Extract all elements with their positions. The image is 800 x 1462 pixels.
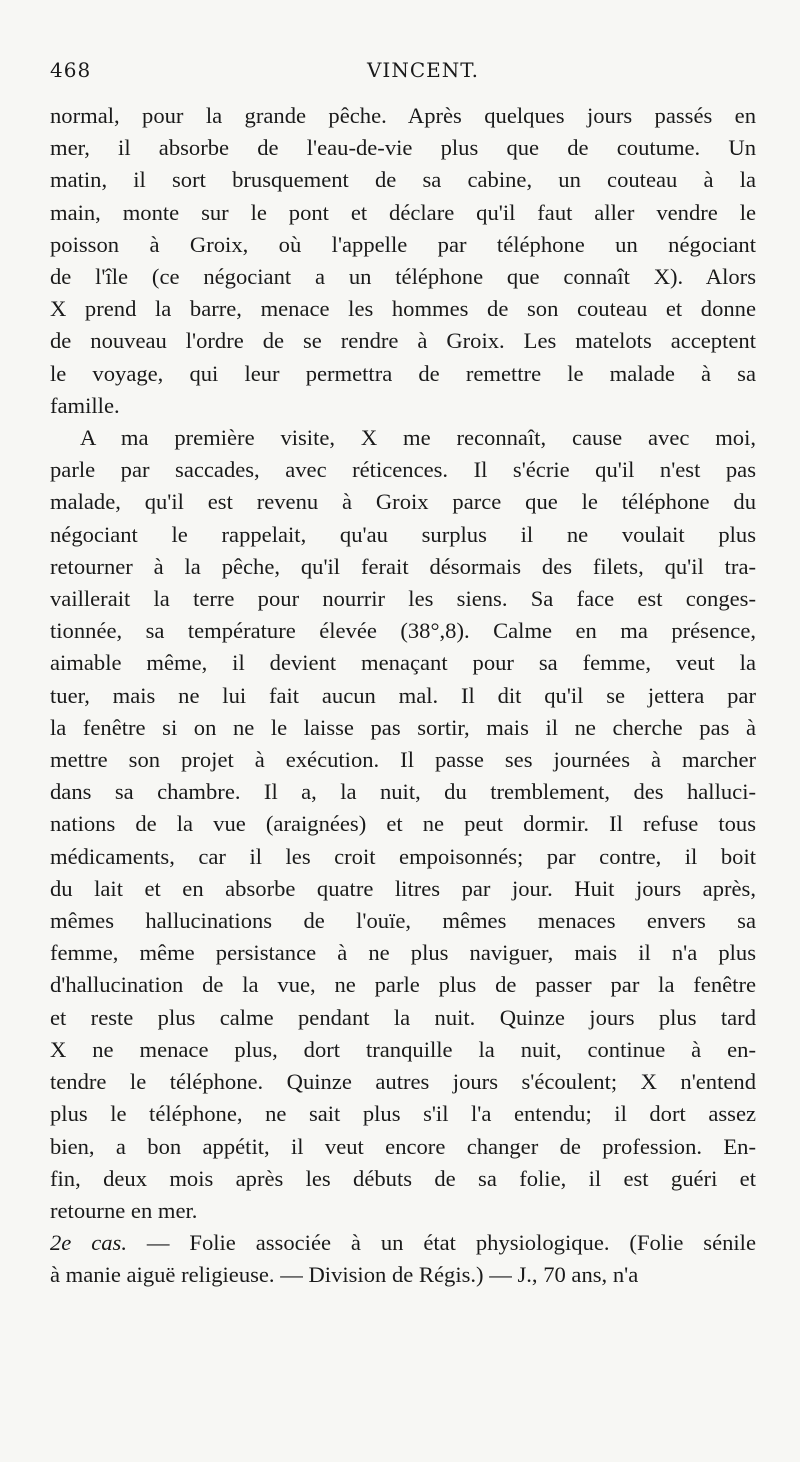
paragraph-1-line: famille. — [50, 392, 120, 418]
paragraph-2-line: la fenêtre si on ne le laisse pas sortir, mais il ne cherche pas à — [50, 714, 756, 740]
paragraph-2-line: X ne menace plus, dort tranquille la nuit, continue à en- — [50, 1036, 756, 1062]
paragraph-2-line: tendre le téléphone. Quinze autres jours s'écoulent; X n'entend — [50, 1069, 756, 1095]
paragraph-2-line: négociant le rappelait, qu'au surplus il ne voulait plus — [50, 521, 756, 547]
paragraph-2-line: A ma première visite, X me reconnaît, cause avec moi, — [80, 425, 756, 451]
page-number: 468 — [50, 58, 92, 82]
paragraph-1-line: de nouveau l'ordre de se rendre à Groix. Les matelots acceptent — [50, 328, 756, 354]
paragraph-2-line: d'hallucination de la vue, ne parle plus de passer par la fenêtre — [50, 972, 756, 998]
paragraph-1-line: le voyage, qui leur permettra de remettre le malade à sa — [50, 360, 756, 386]
paragraph-2 — [50, 422, 756, 1227]
paragraph-2-line: bien, a bon appétit, il veut encore changer de profession. En- — [50, 1133, 756, 1159]
paragraph-2-line: mettre son projet à exécution. Il passe ses journées à marcher — [50, 747, 756, 773]
paragraph-2-line: médicaments, car il les croit empoisonnés; par contre, il boit — [50, 843, 756, 869]
running-head: VINCENT. — [366, 58, 479, 82]
paragraph-1-line: poisson à Groix, où l'appelle par téléphone un négociant — [50, 231, 756, 257]
paragraph-1-line: X prend la barre, menace les hommes de son couteau et donne — [50, 296, 756, 322]
paragraph-2-line: vaillerait la terre pour nourrir les siens. Sa face est conges- — [50, 586, 756, 612]
page-header — [50, 58, 756, 88]
paragraph-2-line: malade, qu'il est revenu à Groix parce que le téléphone du — [50, 489, 756, 515]
paragraph-2-line: parle par saccades, avec réticences. Il s'écrie qu'il n'est pas — [50, 457, 756, 483]
paragraph-1-line: mer, il absorbe de l'eau-de-vie plus que de coutume. Un — [50, 135, 756, 161]
paragraph-2-line: dans sa chambre. Il a, la nuit, du tremblement, des halluci- — [50, 779, 756, 805]
paragraph-1-line: de l'île (ce négociant a un téléphone que connaît X). Alors — [50, 264, 756, 290]
paragraph-1-line: normal, pour la grande pêche. Après quelques jours passés en — [50, 103, 756, 128]
paragraph-2-line: femme, même persistance à ne plus naviguer, mais il n'a plus — [50, 940, 756, 966]
paragraph-1 — [50, 100, 756, 422]
body-text — [50, 100, 756, 1292]
paragraph-2-line: tionnée, sa température élevée (38°,8). Calme en ma présence, — [50, 618, 756, 644]
paragraph-2-line: tuer, mais ne lui fait aucun mal. Il dit qu'il se jettera par — [50, 682, 756, 708]
paragraph-1-line: main, monte sur le pont et déclare qu'il faut aller vendre le — [50, 199, 756, 225]
case-2-line-1 — [50, 1227, 756, 1259]
paragraph-2-line: fin, deux mois après les débuts de sa folie, il est guéri et — [50, 1165, 756, 1191]
paragraph-1-line: matin, il sort brusquement de sa cabine, un couteau à la — [50, 167, 756, 193]
paragraph-2-line: du lait et en absorbe quatre litres par jour. Huit jours après, — [50, 875, 756, 901]
paragraph-2-line: mêmes hallucinations de l'ouïe, mêmes menaces envers sa — [50, 908, 756, 934]
paragraph-2-line: et reste plus calme pendant la nuit. Quinze jours plus tard — [50, 1004, 756, 1030]
paragraph-2-line: nations de la vue (araignées) et ne peut dormir. Il refuse tous — [50, 811, 756, 837]
case-2-label: 2e cas. — [50, 1230, 127, 1256]
paragraph-2-line: aimable même, il devient menaçant pour sa femme, veut la — [50, 650, 756, 676]
paragraph-2-line: retourner à la pêche, qu'il ferait désormais des filets, qu'il tra- — [50, 553, 756, 579]
case-2-paragraph — [50, 1227, 756, 1291]
case-2-line-2: à manie aiguë religieuse. — Division de Régis.) — J., 70 ans, n'a — [50, 1262, 639, 1288]
case-2-title: — Folie associée à un état physiologique. (Folie sénile — [127, 1230, 756, 1256]
paragraph-2-line: retourne en mer. — [50, 1197, 198, 1223]
paragraph-2-line: plus le téléphone, ne sait plus s'il l'a entendu; il dort assez — [50, 1101, 756, 1127]
